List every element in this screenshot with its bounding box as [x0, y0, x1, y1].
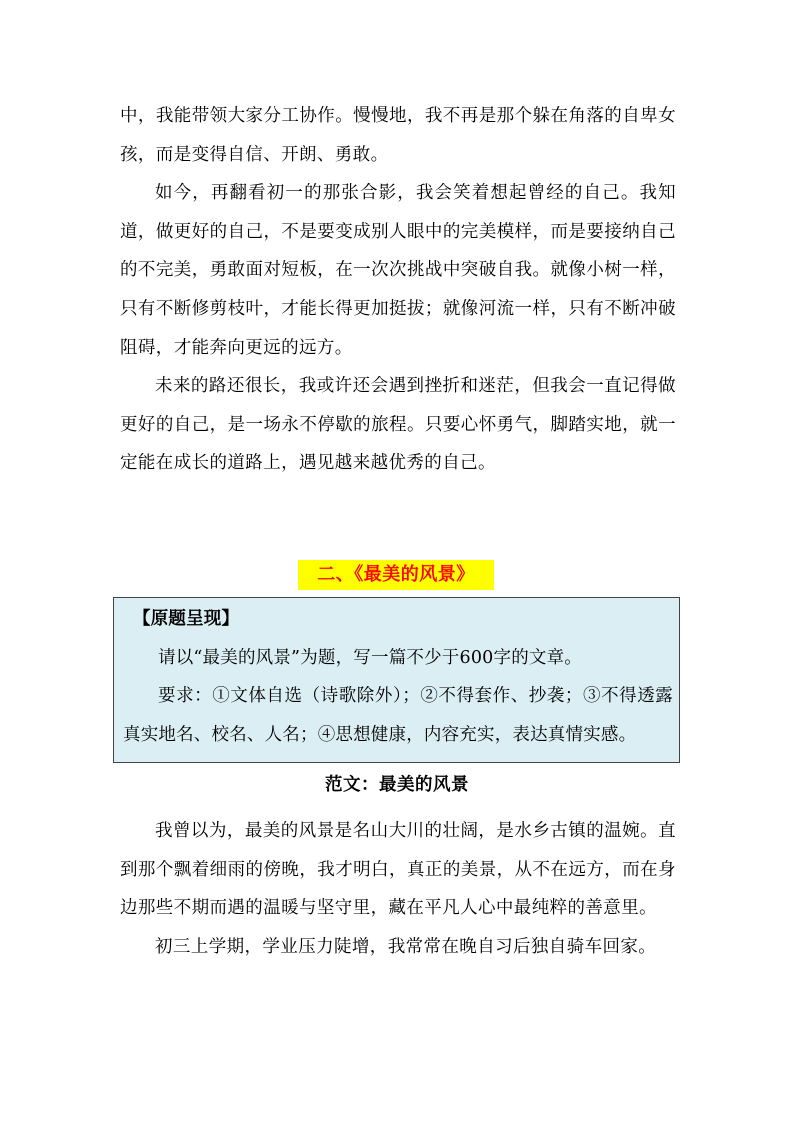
body-paragraph: 未来的路还很长，我或许还会遇到挫折和迷茫，但我会一直记得做更好的自己，是一场永不停歇的旅程。只要心怀勇气，脚踏实地，就一定能在成长的道路上，遇见越来越优秀的自己。	[120, 376, 676, 474]
prompt-requirements: 要求：①文体自选（诗歌除外）；②不得套作、抄袭；③不得透露真实地名、校名、人名；④思想健康，内容充实，表达真情实感。	[123, 686, 673, 745]
essay-title: 范文：最美的风景	[325, 775, 469, 795]
prompt-box	[113, 597, 680, 763]
section-title: 二、《最美的风景》	[298, 560, 494, 590]
body-paragraph: 如今，再翻看初一的那张合影，我会笑着想起曾经的自己。我知道，做更好的自己，不是要变成别人眼中的完美模样，而是要接纳自己的不完美，勇敢面对短板，在一次次挑战中突破自我。就像小树一样，只有不断修剪枝叶，才能长得更加挺拔；就像河流一样，只有不断冲破阻碍，才能奔向更远的远方。	[120, 183, 676, 358]
prompt-line: 请以“最美的风景”为题，写一篇不少于600字的文章。	[158, 647, 582, 668]
body-paragraph: 我曾以为，最美的风景是名山大川的壮阔，是水乡古镇的温婉。直到那个飘着细雨的傍晚，我才明白，真正的美景，从不在远方，而在身边那些不期而遇的温暖与坚守里，藏在平凡人心中最纯粹的善意里。	[120, 821, 676, 919]
model-essay-body	[120, 812, 676, 966]
prompt-heading: 【原题呈现】	[133, 609, 240, 629]
body-paragraph: 初三上学期，学业压力陡增，我常常在晚自习后独自骑车回家。	[155, 936, 657, 957]
body-paragraph: 中，我能带领大家分工协作。慢慢地，我不再是那个躲在角落的自卑女孩，而是变得自信、开朗、勇敢。	[120, 106, 676, 165]
previous-essay-continuation	[120, 97, 676, 483]
